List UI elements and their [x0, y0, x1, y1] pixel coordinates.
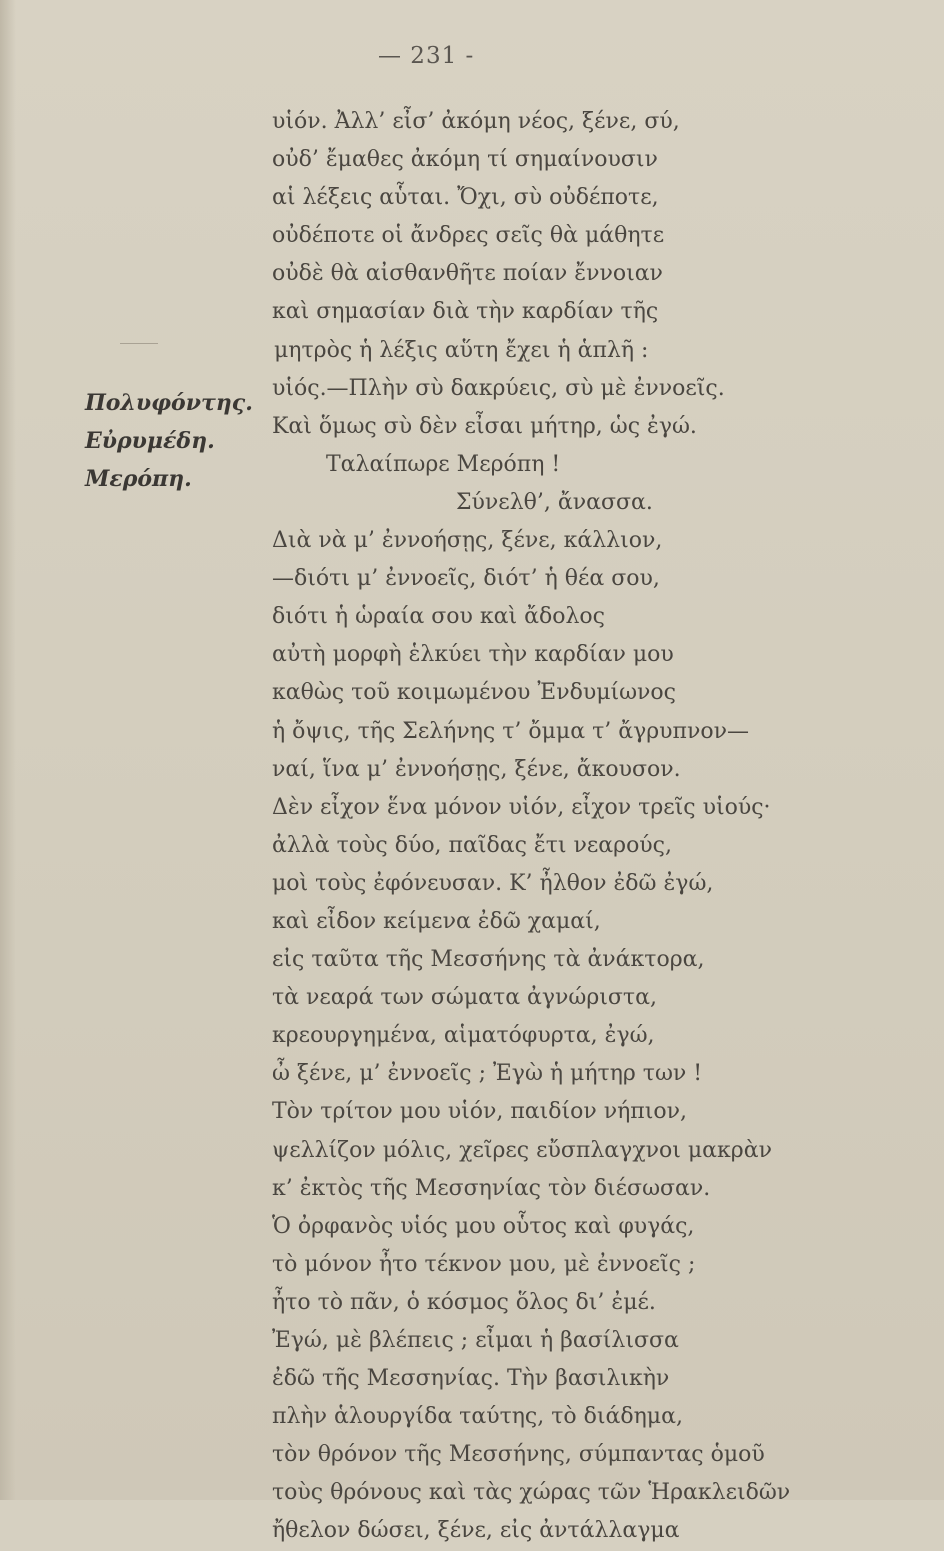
- verse-line: κρεουργημένα, αἱματόφυρτα, ἐγώ,: [272, 1023, 655, 1049]
- verse-line: πλὴν ἁλουργίδα ταύτης, τὸ διάδημα,: [272, 1404, 683, 1430]
- page-number: — 231 -: [378, 43, 475, 69]
- verse-line: Σύνελθ’, ἄνασσα.: [456, 489, 653, 515]
- verse-line: τοὺς θρόνους καὶ τὰς χώρας τῶν Ἡρακλειδῶν: [272, 1480, 791, 1506]
- margin-dash: [120, 343, 158, 344]
- speaker-eurymede: Εὐρυμέδη.: [85, 428, 215, 454]
- verse-line: οὐδὲ θὰ αἰσθανθῆτε ποίαν ἔννοιαν: [272, 261, 663, 287]
- verse-line: κ’ ἐκτὸς τῆς Μεσσηνίας τὸν διέσωσαν.: [272, 1175, 711, 1201]
- verse-line: οὐδ’ ἔμαθες ἀκόμη τί σημαίνουσιν: [272, 147, 658, 173]
- verse-line: καὶ σημασίαν διὰ τὴν καρδίαν τῆς: [272, 299, 659, 325]
- speaker-merope: Μερόπη.: [85, 466, 192, 492]
- verse-line: ἐδῶ τῆς Μεσσηνίας. Τὴν βασιλικὴν: [272, 1366, 670, 1392]
- verse-line: ἀλλὰ τοὺς δύο, παῖδας ἔτι νεαρούς,: [272, 832, 672, 858]
- verse-text: [256, 103, 846, 1551]
- verse-line: ναί, ἵνα μ’ ἐννοήσῃς, ξένε, ἄκουσον.: [272, 756, 681, 782]
- verse-line: τὸ μόνον ἦτο τέκνον μου, μὲ ἐννοεῖς ;: [272, 1251, 696, 1277]
- verse-line: —διότι μ’ ἐννοεῖς, διότ’ ἡ θέα σου,: [272, 566, 660, 592]
- verse-line: ὦ ξένε, μ’ ἐννοεῖς ; Ἐγὼ ἡ μήτηρ των !: [272, 1061, 703, 1087]
- verse-line: αὐτὴ μορφὴ ἑλκύει τὴν καρδίαν μου: [272, 642, 674, 668]
- verse-line: καὶ εἶδον κείμενα ἐδῶ χαμαί,: [272, 908, 601, 934]
- verse-line: Ταλαίπωρε Μερόπη !: [326, 451, 561, 477]
- verse-line: Δὲν εἶχον ἕνα μόνον υἱόν, εἶχον τρεῖς υἱούς·: [272, 794, 771, 820]
- verse-line: καθὼς τοῦ κοιμωμένου Ἐνδυμίωνος: [272, 680, 676, 706]
- verse-line: υἱός.—Πλὴν σὺ δακρύεις, σὺ μὲ ἐννοεῖς.: [272, 375, 725, 401]
- verse-line: τὰ νεαρά των σώματα ἀγνώριστα,: [272, 985, 657, 1011]
- verse-line: Καὶ ὅμως σὺ δὲν εἶσαι μήτηρ, ὡς ἐγώ.: [272, 413, 697, 439]
- verse-line: Τὸν τρίτον μου υἱόν, παιδίον νήπιον,: [272, 1099, 687, 1125]
- verse-line: τὸν θρόνον τῆς Μεσσήνης, σύμπαντας ὁμοῦ: [272, 1442, 765, 1468]
- verse-line: Ὁ ὀρφανὸς υἱός μου οὗτος καὶ φυγάς,: [272, 1213, 695, 1239]
- verse-line: εἰς ταῦτα τῆς Μεσσήνης τὰ ἀνάκτορα,: [272, 947, 705, 973]
- verse-line: Ἐγώ, μὲ βλέπεις ; εἶμαι ἡ βασίλισσα: [272, 1328, 679, 1353]
- verse-line: υἱόν. Ἀλλ’ εἶσ’ ἀκόμη νέος, ξένε, σύ,: [272, 109, 680, 134]
- verse-line: ἡ ὄψις, τῆς Σελήνης τ’ ὄμμα τ’ ἄγρυπνον—: [272, 718, 749, 744]
- verse-line: ἦτο τὸ πᾶν, ὁ κόσμος ὅλος δι’ ἐμέ.: [272, 1289, 656, 1315]
- verse-line: οὐδέποτε οἱ ἄνδρες σεῖς θὰ μάθητε: [272, 223, 665, 249]
- speaker-polyphontes: Πολυφόντης.: [85, 390, 253, 416]
- speaker-labels: [85, 384, 265, 498]
- verse-line: Διὰ νὰ μ’ ἐννοήσῃς, ξένε, κάλλιον,: [272, 528, 663, 554]
- verse-line: μοὶ τοὺς ἐφόνευσαν. Κ’ ἦλθον ἐδῶ ἐγώ,: [272, 870, 714, 896]
- verse-line: διότι ἡ ὡραία σου καὶ ἄδολος: [272, 604, 605, 630]
- verse-line: ψελλίζον μόλις, χεῖρες εὔσπλαγχνοι μακρὰν: [272, 1137, 772, 1163]
- verse-line: μητρὸς ἡ λέξις αὕτη ἔχει ἡ ἁπλῆ :: [274, 337, 649, 363]
- verse-line: ἤθελον δώσει, ξένε, εἰς ἀντάλλαγμα: [272, 1518, 680, 1544]
- verse-line: αἱ λέξεις αὗται. Ὄχι, σὺ οὐδέποτε,: [272, 185, 659, 211]
